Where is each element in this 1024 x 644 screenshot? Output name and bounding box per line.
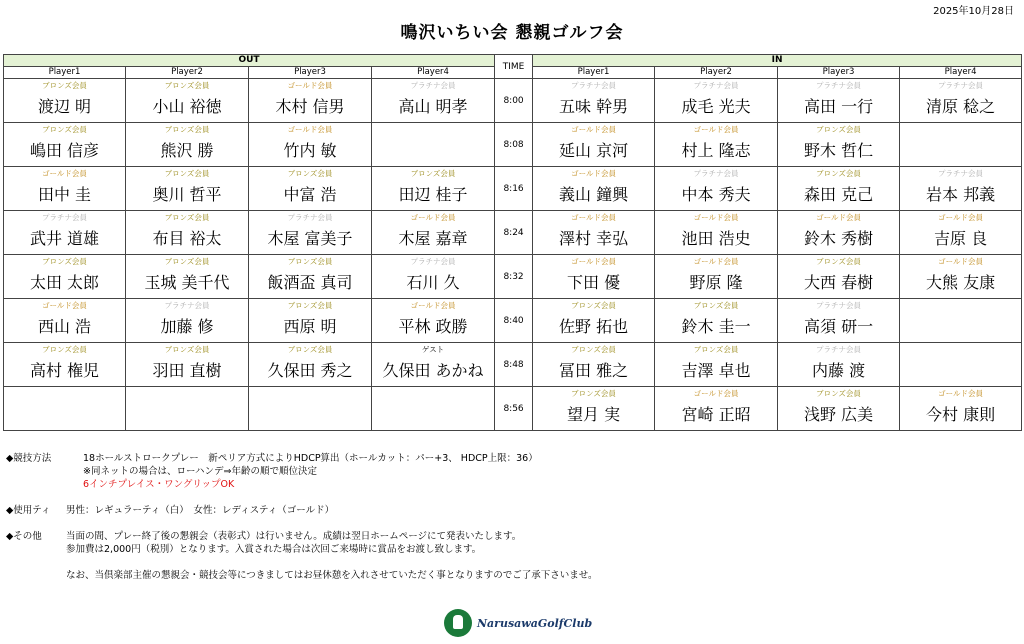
member-class: ゴールド会員: [571, 169, 616, 178]
out-player-cell: [126, 123, 249, 167]
in-player-cell: [655, 255, 778, 299]
other-text-1: 当面の間、プレー終了後の懇親会（表彰式）は行いません。成績は翌日ホームページにて発表いたします。: [66, 531, 522, 542]
player-name: 宮崎 正昭: [681, 405, 751, 424]
player-name: 木村 信男: [275, 97, 345, 116]
player-name: 太田 太郎: [29, 273, 100, 292]
member-class: ゴールド会員: [287, 125, 333, 134]
player-name: 羽田 直樹: [152, 361, 222, 380]
table-row: [4, 343, 1022, 387]
player-name: 野原 隆: [689, 273, 743, 292]
in-player-cell: [655, 211, 778, 255]
member-class: プラチナ会員: [693, 169, 739, 178]
player-name: 武井 道雄: [29, 229, 100, 248]
member-class: プラチナ会員: [164, 301, 210, 310]
player-name: 澤村 幸弘: [559, 229, 629, 248]
player-name: 玉城 美千代: [144, 273, 230, 292]
club-emblem-icon: [444, 609, 472, 637]
tee-label: ◆使用ティ: [6, 505, 51, 516]
player-name: 木屋 嘉章: [398, 229, 468, 248]
out-player-cell: [4, 299, 126, 343]
player-name: 佐野 拓也: [559, 317, 629, 336]
in-player-cell: [778, 211, 900, 255]
tee-time: 8:48: [495, 343, 533, 387]
member-class: ブロンズ会員: [164, 345, 210, 354]
in-player-cell: [900, 387, 1022, 431]
member-class: ブロンズ会員: [42, 257, 87, 266]
member-class: プラチナ会員: [938, 81, 984, 90]
method-note: ※同ネットの場合は、ローハンデ⇒年齢の順で順位決定: [83, 466, 317, 477]
in-player-cell: [655, 79, 778, 123]
player-name: 吉原 良: [934, 229, 988, 248]
out-player-cell: [372, 123, 495, 167]
out-player-cell: [249, 167, 372, 211]
in-player-cell: [533, 167, 655, 211]
in-player-cell: [533, 123, 655, 167]
member-class: ブロンズ会員: [164, 125, 210, 134]
player-name: 高村 権児: [29, 361, 100, 380]
player-name: 下田 優: [567, 273, 621, 292]
player-name: 義山 鐘興: [559, 185, 629, 204]
player-name: 延山 京河: [559, 141, 629, 160]
in-player-cell: [778, 343, 900, 387]
out-player-cell: [126, 299, 249, 343]
out-player-cell: [126, 387, 249, 431]
in-player-cell: [900, 79, 1022, 123]
in-player-cell: [900, 211, 1022, 255]
player-name: 成毛 光夫: [681, 97, 751, 116]
player-name: 岩本 邦義: [926, 185, 996, 204]
player-name: 高山 明孝: [398, 97, 468, 116]
method-label: ◆競技方法: [6, 453, 52, 464]
in-player-cell: [655, 343, 778, 387]
in-player-cell: [533, 79, 655, 123]
player-name: 今村 康則: [926, 405, 996, 424]
member-class: ゴールド会員: [938, 257, 983, 266]
player-name: 吉澤 卓也: [681, 361, 751, 380]
member-class: プラチナ会員: [816, 345, 862, 354]
out-player-cell: [4, 123, 126, 167]
out-player-cell: [4, 255, 126, 299]
member-class: プラチナ会員: [410, 81, 456, 90]
in-player-cell: [533, 211, 655, 255]
player-name: 小山 裕徳: [152, 97, 222, 116]
in-player-cell: [655, 387, 778, 431]
player-name: 西原 明: [283, 317, 337, 336]
out-player-cell: [126, 255, 249, 299]
in-player-cell: [778, 255, 900, 299]
out-player-cell: [372, 211, 495, 255]
out-player-cell: [4, 79, 126, 123]
member-class: プラチナ会員: [410, 257, 456, 266]
in-player-cell: [778, 79, 900, 123]
member-class: ゴールド会員: [816, 213, 861, 222]
method-rule: 6インチプレイス・ワングリップOK: [83, 479, 235, 490]
member-class: ブロンズ会員: [42, 125, 87, 134]
in-player-cell: [900, 299, 1022, 343]
out-player-cell: [372, 387, 495, 431]
tee-time: 8:24: [495, 211, 533, 255]
player-name: 田中 圭: [37, 185, 92, 204]
out-player-cell: [126, 343, 249, 387]
player-name: 内藤 渡: [812, 361, 866, 380]
member-class: ブロンズ会員: [816, 125, 861, 134]
member-class: ゴールド会員: [938, 389, 983, 398]
member-class: プラチナ会員: [693, 81, 739, 90]
member-class: ブロンズ会員: [571, 345, 616, 354]
member-class: ゴールド会員: [693, 125, 739, 134]
tee-text: 男性：レギュラーティ（白） 女性：レディスティ（ゴールド）: [66, 505, 335, 516]
member-class: ゴールド会員: [287, 81, 333, 90]
member-class: ブロンズ会員: [571, 389, 616, 398]
page-title: 鳴沢いちい会 懇親ゴルフ会: [400, 23, 624, 43]
out-player-header: Player1: [4, 67, 126, 79]
tee-time: 8:32: [495, 255, 533, 299]
method-text: 18ホールストロークプレー 新ペリア方式によりHDCP算出（ホールカット：パー+3、 HDCP上限：36）: [83, 453, 538, 464]
member-class: ブロンズ会員: [164, 213, 210, 222]
player-name: 嶋田 信彦: [29, 141, 100, 160]
in-player-cell: [655, 167, 778, 211]
player-name: 冨田 雅之: [559, 361, 629, 380]
out-player-header: Player2: [126, 67, 249, 79]
out-player-cell: [372, 255, 495, 299]
member-class: ブロンズ会員: [164, 81, 210, 90]
member-class: ブロンズ会員: [816, 169, 861, 178]
table-row: [4, 387, 1022, 431]
out-player-cell: [372, 167, 495, 211]
player-name: 大西 春樹: [804, 273, 874, 292]
out-player-cell: [126, 167, 249, 211]
table-row: [4, 211, 1022, 255]
member-class: ブロンズ会員: [164, 257, 210, 266]
player-name: 村上 隆志: [681, 141, 751, 160]
player-name: 中富 浩: [283, 185, 337, 204]
table-row: [4, 79, 1022, 123]
member-class: ブロンズ会員: [571, 301, 616, 310]
in-player-cell: [900, 255, 1022, 299]
member-class: プラチナ会員: [42, 213, 87, 222]
in-player-cell: [778, 167, 900, 211]
document-date: 2025年10月28日: [933, 6, 1014, 17]
member-class: ブロンズ会員: [287, 257, 333, 266]
member-class: プラチナ会員: [816, 81, 862, 90]
tee-time: 8:40: [495, 299, 533, 343]
out-header: OUT: [4, 55, 495, 67]
player-name: 石川 久: [406, 273, 460, 292]
player-name: 木屋 富美子: [267, 229, 353, 248]
tee-time-table: [3, 54, 1022, 431]
member-class: ブロンズ会員: [287, 169, 333, 178]
in-player-cell: [533, 343, 655, 387]
player-name: 竹内 敏: [283, 141, 337, 160]
player-name: 鈴木 秀樹: [804, 229, 874, 248]
player-name: 飯酒盃 真司: [267, 273, 353, 292]
member-class: ブロンズ会員: [287, 301, 333, 310]
player-name: 池田 浩史: [681, 229, 751, 248]
player-name: 望月 実: [567, 405, 621, 424]
out-player-cell: [249, 387, 372, 431]
member-class: ゴールド会員: [571, 257, 616, 266]
in-player-cell: [533, 255, 655, 299]
player-name: 高須 研一: [804, 317, 874, 336]
out-player-cell: [249, 299, 372, 343]
in-player-cell: [533, 387, 655, 431]
player-name: 浅野 広美: [804, 405, 874, 424]
other-text-2: 参加費は2,000円（税別）となります。入賞された場合は次回ご来場時に賞品をお渡し致します。: [66, 544, 482, 555]
tee-time: 8:08: [495, 123, 533, 167]
member-class: ブロンズ会員: [693, 345, 739, 354]
in-player-header: Player3: [778, 67, 900, 79]
member-class: ゴールド会員: [42, 301, 87, 310]
out-player-cell: [126, 211, 249, 255]
player-name: 清原 稔之: [926, 97, 996, 116]
out-player-header: Player4: [372, 67, 495, 79]
in-player-cell: [778, 123, 900, 167]
member-class: プラチナ会員: [816, 301, 862, 310]
member-class: ゲスト: [421, 345, 445, 354]
member-class: プラチナ会員: [571, 81, 617, 90]
in-player-cell: [655, 299, 778, 343]
player-name: 布目 裕太: [152, 229, 222, 248]
member-class: ブロンズ会員: [164, 169, 210, 178]
member-class: ゴールド会員: [693, 389, 739, 398]
in-player-header: Player1: [533, 67, 655, 79]
club-logo-text: NarusawaGolfClub: [477, 617, 593, 630]
player-name: 野木 哲仁: [804, 141, 874, 160]
out-player-cell: [372, 79, 495, 123]
out-player-cell: [249, 79, 372, 123]
in-player-cell: [900, 167, 1022, 211]
player-name: 森田 克己: [804, 185, 874, 204]
out-player-cell: [126, 79, 249, 123]
out-player-cell: [372, 299, 495, 343]
player-name: 久保田 あかね: [382, 361, 484, 380]
player-name: 中本 秀夫: [681, 185, 751, 204]
out-player-cell: [249, 255, 372, 299]
time-header: TIME: [495, 55, 533, 79]
member-class: ブロンズ会員: [816, 389, 861, 398]
out-player-cell: [4, 167, 126, 211]
tee-time: 8:56: [495, 387, 533, 431]
in-player-cell: [900, 343, 1022, 387]
player-name: 渡辺 明: [37, 97, 92, 116]
player-name: 大熊 友康: [926, 273, 996, 292]
out-player-cell: [4, 211, 126, 255]
member-class: ゴールド会員: [571, 125, 616, 134]
tee-time: 8:00: [495, 79, 533, 123]
member-class: ゴールド会員: [410, 213, 456, 222]
member-class: ブロンズ会員: [410, 169, 456, 178]
other-text-3: なお、当倶楽部主催の懇親会・競技会等につきましてはお昼休憩を入れさせていただく事となりますのでご了承下さいませ。: [66, 570, 598, 581]
in-player-cell: [778, 299, 900, 343]
player-name: 奥川 哲平: [152, 185, 222, 204]
member-class: ブロンズ会員: [42, 345, 87, 354]
player-name: 鈴木 圭一: [681, 317, 751, 336]
member-class: プラチナ会員: [287, 213, 333, 222]
player-name: 五味 幹男: [559, 97, 629, 116]
out-player-cell: [4, 387, 126, 431]
out-player-cell: [249, 123, 372, 167]
member-class: ゴールド会員: [571, 213, 616, 222]
player-name: 加藤 修: [160, 317, 214, 336]
player-name: 田辺 桂子: [398, 185, 468, 204]
in-header: IN: [533, 55, 1022, 67]
other-label: ◆その他: [6, 531, 42, 542]
player-name: 高田 一行: [804, 97, 874, 116]
out-player-cell: [4, 343, 126, 387]
in-player-cell: [533, 299, 655, 343]
member-class: ゴールド会員: [410, 301, 456, 310]
member-class: ブロンズ会員: [816, 257, 861, 266]
player-name: 西山 浩: [37, 317, 92, 336]
player-name: 平林 政勝: [398, 317, 468, 336]
table-row: [4, 167, 1022, 211]
table-row: [4, 299, 1022, 343]
club-logo: [444, 609, 594, 641]
table-row: [4, 123, 1022, 167]
member-class: ブロンズ会員: [42, 81, 87, 90]
in-player-header: Player2: [655, 67, 778, 79]
member-class: ブロンズ会員: [693, 301, 739, 310]
member-class: ブロンズ会員: [287, 345, 333, 354]
in-player-header: Player4: [900, 67, 1022, 79]
in-player-cell: [655, 123, 778, 167]
member-class: ゴールド会員: [42, 169, 87, 178]
member-class: プラチナ会員: [938, 169, 984, 178]
player-name: 熊沢 勝: [160, 141, 214, 160]
in-player-cell: [900, 123, 1022, 167]
out-player-header: Player3: [249, 67, 372, 79]
tee-time: 8:16: [495, 167, 533, 211]
member-class: ゴールド会員: [938, 213, 983, 222]
member-class: ゴールド会員: [693, 213, 739, 222]
in-player-cell: [778, 387, 900, 431]
member-class: ゴールド会員: [693, 257, 739, 266]
out-player-cell: [372, 343, 495, 387]
table-row: [4, 255, 1022, 299]
player-name: 久保田 秀之: [267, 361, 353, 380]
out-player-cell: [249, 211, 372, 255]
out-player-cell: [249, 343, 372, 387]
